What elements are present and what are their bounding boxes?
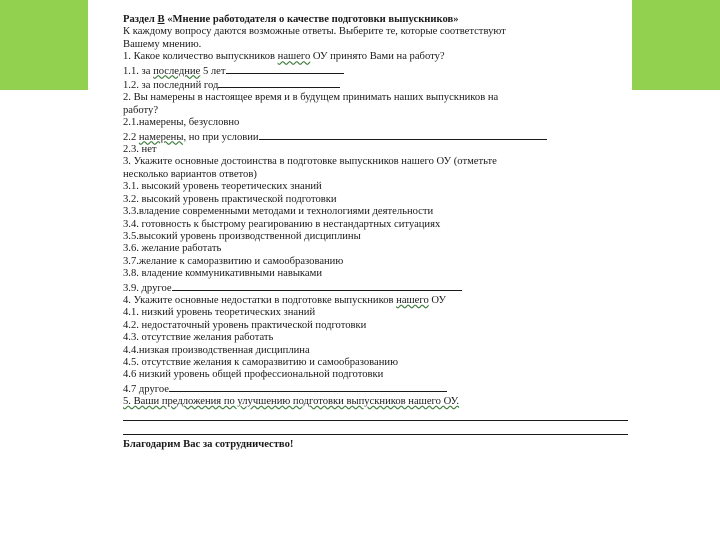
answer-3-8: 3.8. владение коммуникативными навыками — [123, 268, 322, 280]
answer-2-2 — [123, 130, 628, 144]
answer-1-2 — [123, 78, 628, 92]
answer-3-3: 3.3.владение современными методами и технологиями деятельности — [123, 206, 434, 218]
answer-5-blank-line-2[interactable] — [123, 433, 628, 435]
intro-line-1: К каждому вопросу даются возможные ответы. Выберите те, которые соответствуют — [123, 26, 506, 38]
question-1-text-end: ОУ принято Вами на работу? — [310, 51, 445, 63]
answer-4-7-blank[interactable] — [169, 382, 447, 392]
answer-4-1: 4.1. низкий уровень теоретических знаний — [123, 307, 316, 319]
answer-3-6: 3.6. желание работать — [123, 243, 222, 255]
answer-4-4: 4.4.низкая производственная дисциплина — [123, 344, 310, 356]
answer-2-1: 2.1.намерены, безусловно — [123, 117, 240, 129]
answer-3-5: 3.5.высокий уровень производственной дисциплины — [123, 230, 361, 242]
answer-3-9-text: 3.9. другое — [123, 282, 172, 294]
intro-line-2: Вашему мнению. — [123, 38, 202, 50]
question-5 — [123, 396, 628, 408]
answer-3-1: 3.1. высокий уровень теоретических знаний — [123, 181, 322, 193]
question-5-text: 5. Ваши предложения по улучшению подготовки выпускников нашего ОУ. — [123, 396, 460, 408]
question-1-text-start: 1. Какое количество выпускников — [123, 51, 278, 63]
closing-thanks: Благодарим Вас за сотрудничество! — [123, 438, 294, 450]
answer-1-2-blank[interactable] — [218, 78, 340, 88]
question-4-text-start: 4. Укажите основные недостатки в подготовке выпускников — [123, 294, 397, 306]
answer-3-9 — [123, 281, 628, 295]
answer-1-1-word: последние — [153, 65, 201, 77]
question-3-line-1: 3. Укажите основные достоинства в подготовке выпускников нашего ОУ (отметьте — [123, 156, 497, 168]
answer-4-7-text: 4.7 другое — [123, 383, 169, 395]
answer-1-1-end: 5 лет — [200, 65, 226, 77]
question-1-word: нашего — [277, 51, 311, 63]
answer-2-2-word: намерены, — [138, 131, 187, 143]
answer-2-2-start: 2.2 — [123, 131, 139, 143]
question-4-text-end: ОУ — [428, 294, 446, 306]
answer-3-7: 3.7.желание к саморазвитию и самообразованию — [123, 255, 344, 267]
answer-1-1 — [123, 64, 628, 78]
section-title — [123, 14, 628, 26]
answer-5-blank-line-1[interactable] — [123, 419, 628, 421]
decor-green-block-left — [0, 0, 88, 90]
question-4 — [123, 295, 628, 307]
answer-4-5: 4.5. отсутствие желания к саморазвитию и самообразованию — [123, 356, 398, 368]
answer-4-6: 4.6 низкий уровень общей профессиональной подготовки — [123, 369, 384, 381]
section-letter: В — [157, 14, 165, 25]
answer-2-2-blank[interactable] — [259, 130, 547, 140]
question-2-line-2: работу? — [123, 104, 159, 116]
question-3-line-2: несколько вариантов ответов) — [123, 168, 257, 180]
decor-green-block-right — [632, 0, 720, 90]
answer-3-9-blank[interactable] — [172, 281, 462, 291]
section-title-prefix: Раздел — [123, 14, 158, 25]
section-title-text: «Мнение работодателя о качестве подготовки выпускников» — [164, 14, 459, 25]
answer-1-1-blank[interactable] — [226, 64, 344, 74]
answer-1-1-start: 1.1. за — [123, 65, 154, 77]
answer-1-2-text: 1.2. за последний год — [123, 80, 219, 92]
questionnaire-document — [123, 14, 628, 451]
question-4-word: нашего — [396, 294, 429, 306]
question-2-line-1: 2. Вы намерены в настоящее время и в будущем принимать наших выпускников на — [123, 92, 499, 104]
answer-2-3: 2.3. нет — [123, 144, 157, 156]
answer-3-2: 3.2. высокий уровень практической подготовки — [123, 193, 337, 205]
answer-4-2: 4.2. недостаточный уровень практической подготовки — [123, 319, 367, 331]
question-1 — [123, 51, 628, 63]
answer-4-7 — [123, 382, 628, 396]
answer-4-3: 4.3. отсутствие желания работать — [123, 332, 274, 344]
answer-2-2-end: но при условии — [186, 131, 259, 143]
answer-3-4: 3.4. готовность к быстрому реагированию в нестандартных ситуациях — [123, 218, 441, 230]
